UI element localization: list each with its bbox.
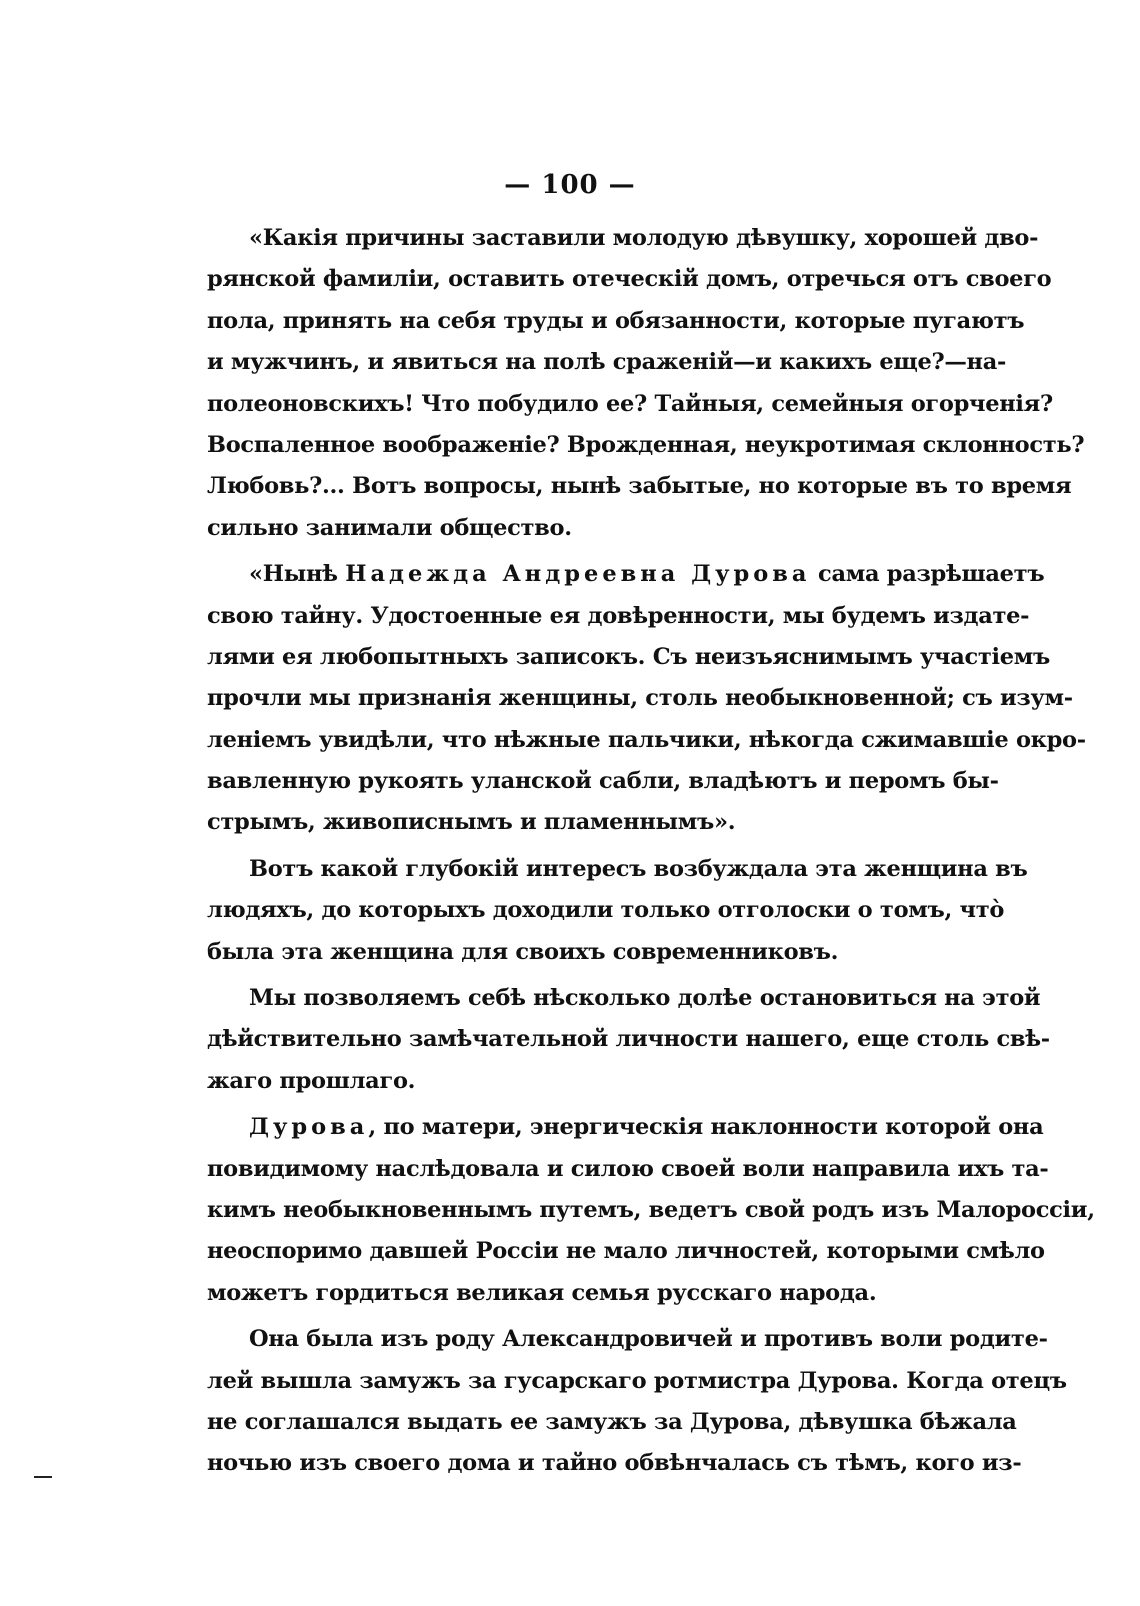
text-line: стрымъ, живописнымъ и пламеннымъ».	[207, 809, 736, 836]
text-line: дѣйствительно замѣчательной личности нашего, еще столь свѣ-	[207, 1026, 1050, 1053]
body-text	[207, 218, 1095, 1485]
text-line: полеоновскихъ! Что побудило ее? Тайныя, семейныя огорченія?	[207, 390, 1053, 417]
text-line: Воспаленное воображеніе? Врожденная, неукротимая склонность?	[207, 431, 1085, 458]
emphasized-name: Надежда Андреевна Дурова	[345, 561, 811, 588]
paragraph	[207, 1319, 1067, 1485]
text-line: «Нынѣ Надежда Андреевна Дурова сама разрѣшаетъ	[249, 561, 1045, 588]
text-line: не соглашался выдать ее замужъ за Дурова, дѣвушка бѣжала	[207, 1408, 1017, 1435]
text-line: Мы позволяемъ себѣ нѣсколько долѣе остановиться на этой	[249, 985, 1041, 1012]
text-line: «Какія причины заставили молодую дѣвушку, хорошей дво-	[249, 225, 1039, 251]
paragraph	[207, 978, 1050, 1102]
text-line: лями ея любопытныхъ записокъ. Съ неизъяснимымъ участіемъ	[207, 643, 1051, 670]
text-line: ночью изъ своего дома и тайно обвѣнчалась съ тѣмъ, кого из-	[207, 1450, 1022, 1477]
margin-mark	[34, 1476, 52, 1478]
text-line: жаго прошлаго.	[207, 1067, 416, 1094]
emphasized-name: Дурова	[249, 1114, 369, 1141]
text-line: сильно занимали общество.	[207, 514, 572, 541]
text-line: кимъ необыкновеннымъ путемъ, ведетъ свой родъ изъ Малороссіи,	[207, 1196, 1095, 1223]
paragraph	[207, 218, 1085, 549]
paragraph	[207, 554, 1086, 844]
text-line: людяхъ, до которыхъ доходили только отголоски о томъ, что̀	[207, 897, 1005, 924]
text-line: прочли мы признанія женщины, столь необыкновенной; съ изум-	[207, 685, 1073, 712]
text-line: рянской фамиліи, оставить отеческій домъ, отречься отъ своего	[207, 266, 1052, 293]
text-line: и мужчинъ, и явиться на полѣ сраженій—и какихъ еще?—на-	[207, 349, 1007, 376]
text-line: лей вышла замужъ за гусарскаго ротмистра Дурова. Когда отецъ	[207, 1367, 1067, 1394]
text-line: вавленную рукоять уланской сабли, владѣютъ и перомъ бы-	[207, 768, 999, 795]
text-line: неоспоримо давшей Россіи не мало личностей, которыми смѣло	[207, 1238, 1045, 1265]
text-line: пола, принять на себя труды и обязанности, которые пугаютъ	[207, 307, 1025, 334]
paragraph	[207, 849, 1028, 973]
text-line: повидимому наслѣдовала и силою своей воли направила ихъ та-	[207, 1155, 1049, 1182]
paragraph	[207, 1107, 1095, 1314]
text-line: леніемъ увидѣли, что нѣжные пальчики, нѣкогда сжимавшіе окро-	[207, 726, 1086, 753]
text-line: была эта женщина для своихъ современниковъ.	[207, 938, 839, 965]
text-line: Дурова, по матери, энергическія наклонности которой она	[249, 1114, 1044, 1141]
text-line: свою тайну. Удостоенные ея довѣренности, мы будемъ издате-	[207, 602, 1030, 629]
text-line: можетъ гордиться великая семья русскаго народа.	[207, 1279, 877, 1306]
text-line: Вотъ какой глубокій интересъ возбуждала эта женщина въ	[249, 855, 1028, 882]
text-line: Она была изъ роду Александровичей и противъ воли родите-	[249, 1326, 1048, 1353]
page-number: — 100 —	[504, 170, 636, 200]
text-line: Любовь?... Вотъ вопросы, нынѣ забытые, но которые въ то время	[207, 473, 1072, 500]
